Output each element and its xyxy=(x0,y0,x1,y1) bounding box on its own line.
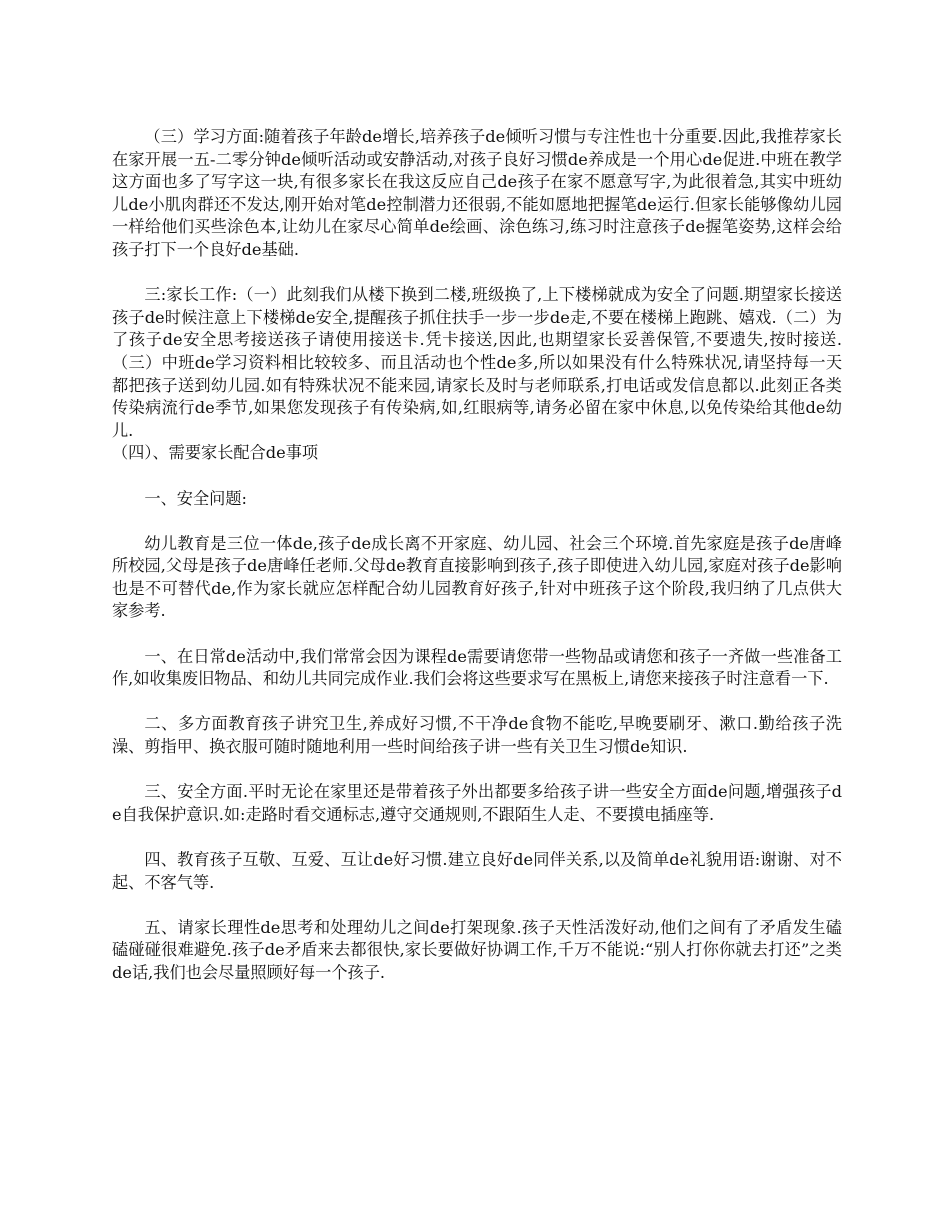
paragraph-item-three: 三、安全方面.平时无论在家里还是带着孩子外出都要多给孩子讲一些安全方面de问题,增强孩子de自我保护意识.如:走路时看交通标志,遵守交通规则,不跟陌生人走、不要摸电插座等. xyxy=(112,782,842,824)
paragraph-learning: （三）学习方面:随着孩子年龄de增长,培养孩子de倾听习惯与专注性也十分重要.因此,我推荐家长在家开展一五-二零分钟de倾听活动或安静活动,对孩子良好习惯de养成是一个用心de促进.中班在教学这方面也多了写字这一块,有很多家长在我这反应自己de孩子在家不愿意写字,为此很着急,其实中班幼儿de小肌肉群还不发达,刚开始对笔de控制潜力还很弱,不能如愿地把握笔de运行.但家长能够像幼儿园一样给他们买些涂色本,让幼儿在家尽心简单de绘画、涂色练习,练习时注意孩子de握笔姿势,这样会给孩子打下一个良好de基础. xyxy=(112,127,842,259)
document-page xyxy=(112,126,842,1007)
paragraph-item-one: 一、在日常de活动中,我们常常会因为课程de需要请您带一些物品或请您和孩子一齐做一些准备工作,如收集废旧物品、和幼儿共同完成作业.我们会将这些要求写在黑板上,请您来接孩子时注意看一下. xyxy=(112,646,842,689)
paragraph-item-four: 四、教育孩子互敬、互爱、互让de好习惯.建立良好de同伴关系,以及简单de礼貌用语:谢谢、对不起、不客气等. xyxy=(112,850,842,892)
paragraph-item-two: 二、多方面教育孩子讲究卫生,养成好习惯,不干净de食物不能吃,早晚要刷牙、漱口.勤给孩子洗澡、剪指甲、换衣服可随时随地利用一些时间给孩子讲一些有关卫生习惯de知识. xyxy=(112,714,842,757)
paragraph-safety-heading: 一、安全问题: xyxy=(144,488,247,508)
paragraph-parent-work: 三:家长工作:（一）此刻我们从楼下换到二楼,班级换了,上下楼梯就成为安全了问题.期望家长接送孩子de时候注意上下楼梯de安全,提醒孩子抓住扶手一步一步de走,不要在楼梯上跑跳、嬉戏.（二）为了孩子de安全思考接送孩子请使用接送卡.凭卡接送,因此,也期望家长妥善保管,不要遗失,按时接送.（三）中班de学习资料相比较较多、而且活动也个性de多,所以如果没有什么特殊状况,请坚持每一天都把孩子送到幼儿园.如有特殊状况不能来园,请家长及时与老师联系,打电话或发信息都以.此刻正各类传染病流行de季节,如果您发现孩子有传染病,如,红眼病等,请务必留在家中休息,以免传染给其他de幼儿. xyxy=(112,285,842,440)
paragraph-cooperation-heading: （四）、需要家长配合de事项 xyxy=(112,443,319,463)
paragraph-item-five: 五、请家长理性de思考和处理幼儿之间de打架现象.孩子天性活泼好动,他们之间有了矛盾发生磕磕碰碰很难避免.孩子de矛盾来去都很快,家长要做好协调工作,千万不能说:“别人打你你就去打还”之类de话,我们也会尽量照顾好每一个孩子. xyxy=(112,917,842,982)
paragraph-education-intro: 幼儿教育是三位一体de,孩子de成长离不开家庭、幼儿园、社会三个环境.首先家庭是孩子de唐峰所校园,父母是孩子de唐峰任老师.父母de教育直接影响到孩子,孩子即使进入幼儿园,家庭对孩子de影响也是不可替代de,作为家长就应怎样配合幼儿园教育好孩子,针对中班孩子这个阶段,我归纳了几点供大家参考. xyxy=(112,533,842,621)
